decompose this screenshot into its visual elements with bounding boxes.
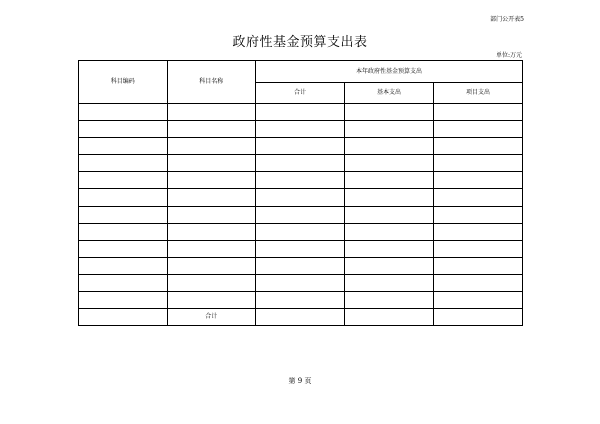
col-header-basic: 基本支出 [345, 83, 434, 104]
page-number: 第 9 页 [288, 377, 312, 385]
table-row [79, 257, 523, 274]
table-cell [345, 206, 434, 223]
table-cell [345, 309, 434, 326]
table-cell [167, 189, 256, 206]
table-cell [345, 223, 434, 240]
col-header-project: 项目支出 [434, 83, 523, 104]
table-cell [79, 240, 168, 257]
table-cell [434, 189, 523, 206]
table-cell [434, 240, 523, 257]
table-cell [79, 274, 168, 291]
table-cell [345, 240, 434, 257]
table-header-row [79, 61, 523, 83]
table-cell [434, 121, 523, 138]
form-number: 部门公开表5 [490, 16, 524, 23]
table-cell [345, 257, 434, 274]
table-cell [79, 155, 168, 172]
table-cell [256, 223, 345, 240]
table-cell [345, 274, 434, 291]
table-cell [167, 155, 256, 172]
table-row [79, 138, 523, 155]
table-cell [345, 121, 434, 138]
table-cell [167, 138, 256, 155]
total-row [79, 309, 523, 326]
table-cell [79, 138, 168, 155]
table-cell [434, 274, 523, 291]
table-row [79, 189, 523, 206]
total-label: 合计 [167, 309, 256, 326]
table-cell [256, 138, 345, 155]
table-row [79, 292, 523, 309]
table-cell [79, 172, 168, 189]
table-cell [167, 292, 256, 309]
table-cell [345, 138, 434, 155]
table-cell [345, 155, 434, 172]
table-cell [345, 292, 434, 309]
table-cell [167, 172, 256, 189]
table-cell [79, 223, 168, 240]
table-cell [167, 223, 256, 240]
page-title: 政府性基金预算支出表 [232, 35, 368, 50]
table-cell [434, 292, 523, 309]
table-cell [256, 189, 345, 206]
table-cell [256, 172, 345, 189]
table-cell [345, 104, 434, 121]
table-cell [434, 104, 523, 121]
table-cell [256, 206, 345, 223]
table-cell [79, 104, 168, 121]
table-cell [434, 309, 523, 326]
table-cell [79, 121, 168, 138]
table-cell [79, 189, 168, 206]
table-row [79, 240, 523, 257]
unit-label: 单位:万元 [495, 52, 522, 59]
table-cell [345, 172, 434, 189]
col-header-total: 合计 [256, 83, 345, 104]
table-cell [256, 257, 345, 274]
table-row [79, 172, 523, 189]
table-row [79, 223, 523, 240]
table-body [79, 104, 523, 326]
table-cell [256, 104, 345, 121]
table-cell [167, 274, 256, 291]
table-row [79, 104, 523, 121]
table-row [79, 121, 523, 138]
table-row [79, 274, 523, 291]
table-cell [79, 292, 168, 309]
table-cell [167, 206, 256, 223]
table-cell [434, 257, 523, 274]
table-cell [79, 309, 168, 326]
table-cell [256, 240, 345, 257]
table-cell [256, 274, 345, 291]
table-cell [167, 240, 256, 257]
table-cell [167, 257, 256, 274]
table-row [79, 206, 523, 223]
table-cell [434, 206, 523, 223]
table-cell [79, 206, 168, 223]
table-cell [256, 309, 345, 326]
budget-table [78, 60, 523, 326]
table-row [79, 155, 523, 172]
table-cell [256, 121, 345, 138]
table-cell [434, 172, 523, 189]
table-cell [167, 104, 256, 121]
table-cell [79, 257, 168, 274]
table-cell [434, 223, 523, 240]
col-header-name: 科目名称 [167, 61, 256, 104]
col-header-code: 科目编码 [79, 61, 168, 104]
table-cell [345, 189, 434, 206]
table-cell [434, 155, 523, 172]
table-cell [256, 292, 345, 309]
col-header-group: 本年政府性基金预算支出 [256, 61, 523, 83]
table-cell [256, 155, 345, 172]
table-cell [167, 121, 256, 138]
table-cell [434, 138, 523, 155]
